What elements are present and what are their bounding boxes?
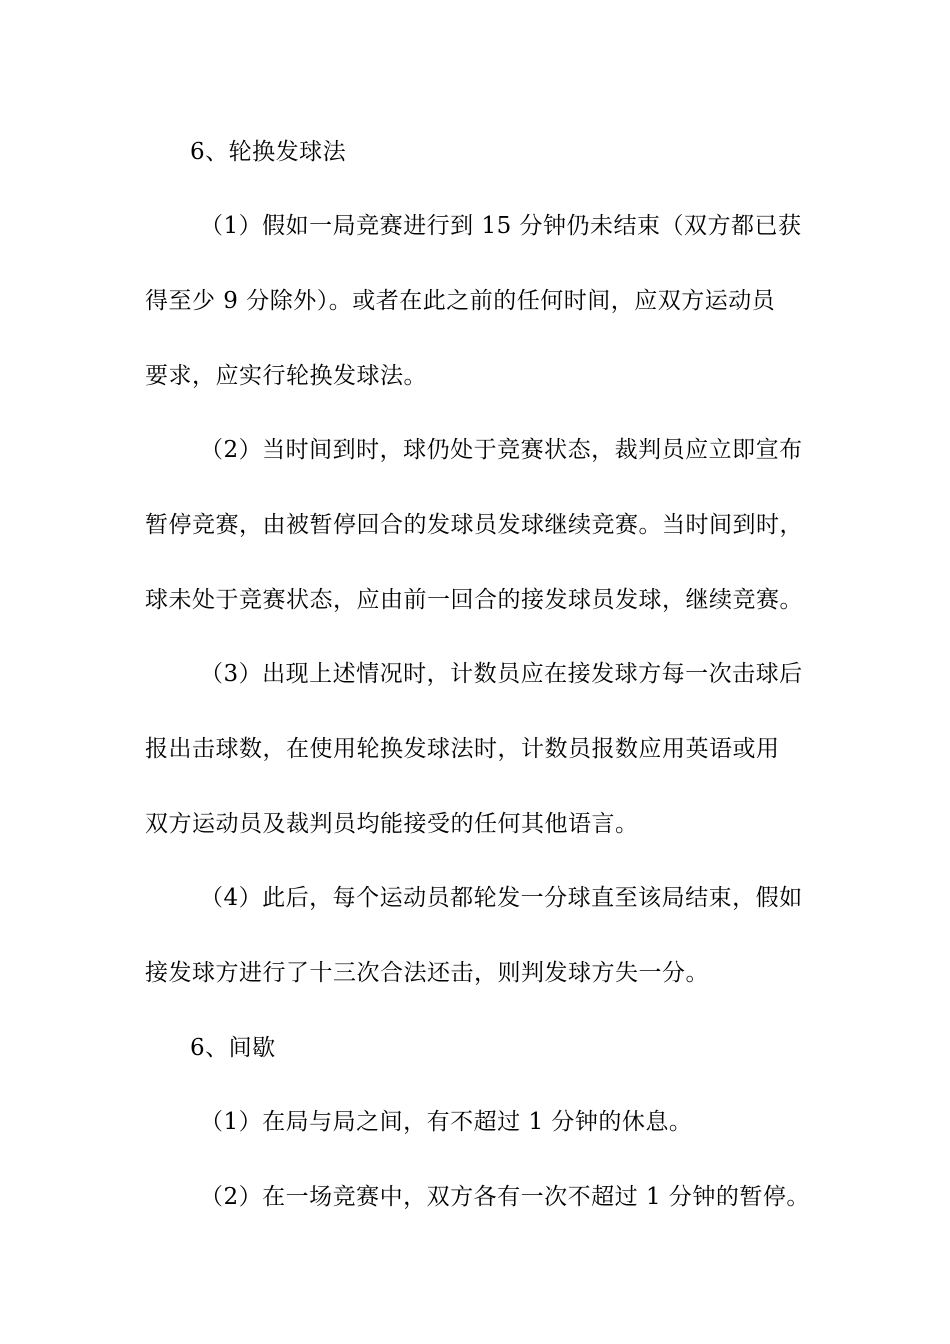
paragraph-line: （1）假如一局竞赛进行到 15 分钟仍未结束（双方都已获	[200, 213, 802, 239]
paragraph-line: （1）在局与局之间，有不超过 1 分钟的休息。	[200, 1109, 693, 1135]
paragraph-line: 得至少 9 分除外）。或者在此之前的任何时间，应双方运动员	[145, 288, 776, 314]
paragraph-line: （2）当时间到时，球仍处于竞赛状态，裁判员应立即宣布	[200, 437, 803, 463]
paragraph-line: 球未处于竞赛状态，应由前一回合的接发球员发球，继续竞赛。	[145, 587, 803, 613]
section-heading-intermission: 6、间歇	[190, 1035, 276, 1061]
paragraph-line: 报出击球数，在使用轮换发球法时，计数员报数应用英语或用	[145, 736, 780, 762]
paragraph-line: 暂停竞赛，由被暂停回合的发球员发球继续竞赛。当时间到时，	[145, 512, 803, 538]
paragraph-line: （2）在一场竞赛中，双方各有一次不超过 1 分钟的暂停。	[200, 1184, 810, 1210]
paragraph-line: （3）出现上述情况时，计数员应在接发球方每一次击球后	[200, 661, 803, 687]
paragraph-line: 双方运动员及裁判员均能接受的任何其他语言。	[145, 811, 639, 837]
paragraph-line: （4）此后，每个运动员都轮发一分球直至该局结束，假如	[200, 885, 803, 911]
paragraph-line: 接发球方进行了十三次合法还击，则判发球方失一分。	[145, 960, 709, 986]
paragraph-line: 要求，应实行轮换发球法。	[145, 363, 427, 389]
section-heading-rotation-serve: 6、轮换发球法	[190, 139, 347, 165]
